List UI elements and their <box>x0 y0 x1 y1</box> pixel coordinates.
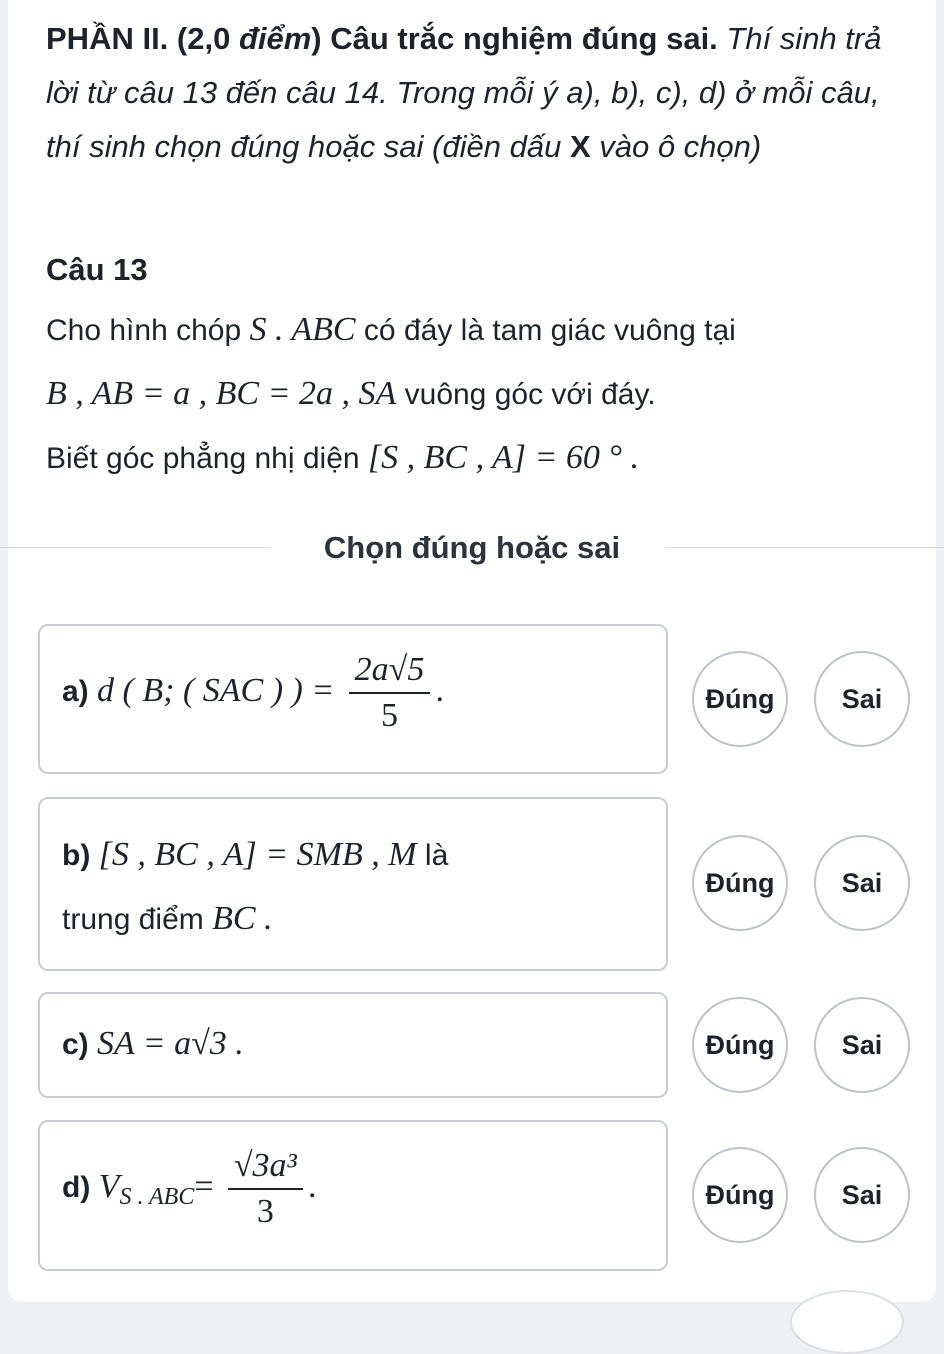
statement-a-denominator: 5 <box>380 697 398 734</box>
question-title: Câu 13 <box>46 252 148 287</box>
choose-true-false-label: Chọn đúng hoặc sai <box>323 530 621 565</box>
statement-b: b) [S , BC , A] = SMB , M là trung điểm BC . <box>38 797 668 971</box>
statement-c <box>38 992 668 1098</box>
statement-a-true-button[interactable]: Đúng <box>692 651 788 747</box>
statement-d-true-button[interactable]: Đúng <box>692 1147 788 1243</box>
question-stem-line-1: Cho hình chóp S . ABC có đáy là tam giác vuông tại <box>46 311 736 348</box>
partial-next-button[interactable] <box>790 1290 904 1354</box>
statement-a-label: a) <box>62 674 89 708</box>
statement-c-true-button[interactable]: Đúng <box>692 997 788 1093</box>
statement-c-label: c) <box>62 1028 89 1061</box>
statement-d-lhs: V <box>98 1167 120 1205</box>
statement-d-false-button[interactable]: Sai <box>814 1147 910 1243</box>
statement-b-false-button[interactable]: Sai <box>814 835 910 931</box>
statement-d: d) $V_{S . ABC}=$ $\frac{\text{√3a³}}{3}$ . <box>38 1120 668 1271</box>
statement-a-numerator: 2a√5 <box>349 648 431 694</box>
statement-d-denominator: 3 <box>256 1193 274 1230</box>
statement-d-fraction <box>228 1144 303 1234</box>
statement-b-label: b) <box>62 839 91 872</box>
statement-a-fraction <box>349 648 431 738</box>
statement-a: a) d ( B; ( SAC ) ) = $\frac{2a√5}{5}$ . <box>38 624 668 774</box>
statement-a-false-button[interactable]: Sai <box>814 651 910 747</box>
statement-c-false-button[interactable]: Sai <box>814 997 910 1093</box>
statement-b-true-button[interactable]: Đúng <box>692 835 788 931</box>
question-stem-line-3: Biết góc phẳng nhị diện [S , BC , A] = 60 ° . <box>46 439 640 476</box>
statement-b-math: [S , BC , A] = SMB , M <box>98 836 417 873</box>
statement-c-math: SA = a√3 . <box>97 1025 244 1062</box>
statement-d-subscript: S . ABC <box>119 1183 195 1210</box>
section-instructions: PHẦN II. (2,0 điểm) Câu trắc nghiệm đúng sai. Thí sinh trả lời từ câu 13 đến câu 14. Trong mỗi ý a), b), c), d) ở mỗi câu, thí sinh chọn đúng hoặc sai (điền dấu X vào ô chọn) <box>46 21 882 164</box>
statement-a-lhs: d ( B; ( SAC ) ) = <box>97 671 335 709</box>
question-stem-line-2: B , AB = a , BC = 2a , SA vuông góc với đáy. <box>46 375 656 412</box>
statement-d-label: d) <box>62 1170 91 1204</box>
statement-d-numerator: √3a³ <box>228 1144 303 1190</box>
